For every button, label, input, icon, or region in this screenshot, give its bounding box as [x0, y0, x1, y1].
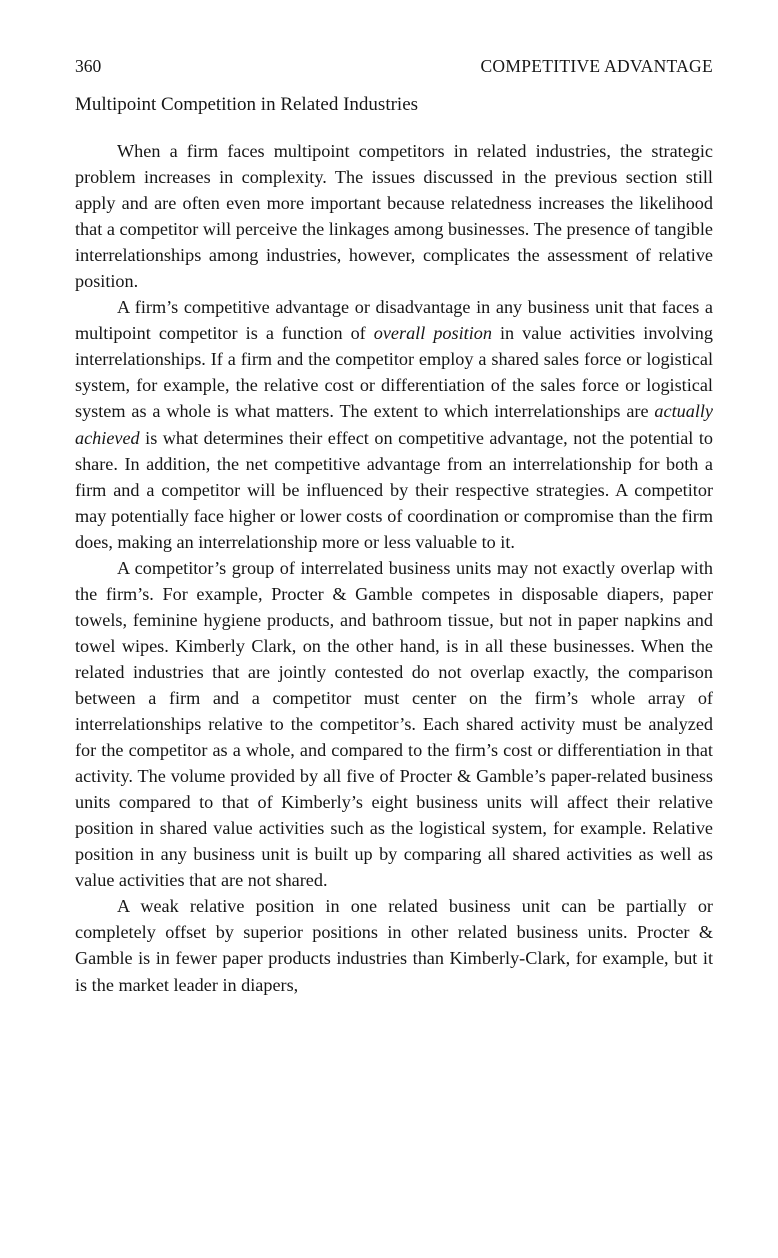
paragraph-2-part-1: A firm’s competitive advantage or disadvantage in any business unit that faces a multipoint competitor is a function of	[75, 297, 713, 344]
paragraph-1: When a firm faces multipoint competitors in related industries, the strategic problem increases in complexity. The issues discussed in the previous section still apply and are often even more important because relatedness increases the likelihood that a competitor will perceive the linkages among businesses. The presence of tangible interrelationships among industries, however, complicates the assessment of relative position.	[75, 141, 713, 292]
section-heading: Multipoint Competition in Related Industries	[75, 94, 419, 115]
paragraph-2-part-2: in value activities involving interrelationships. If a firm and the competitor employ a shared sales force or logistical system, for example, the relative cost or differentiation of the sales force or logistical system as a whole is what matters. The extent to which interrelationships are	[75, 323, 713, 422]
paragraph-4: A weak relative position in one related business unit can be partially or completely offset by superior positions in other related business units. Procter & Gamble is in fewer paper products industries than Kimberly-Clark, for example, but it is the market leader in diapers,	[75, 896, 713, 995]
paragraph-2-part-3: is what determines their effect on competitive advantage, not the potential to share. In addition, the net competitive advantage from an interrelationship for both a firm and a competitor will be influenced by their respective strategies. A competitor may potentially face higher or lower costs of coordination or compromise than the firm does, making an interrelationship more or less valuable to it.	[75, 427, 713, 552]
page-number: 360	[75, 56, 102, 76]
body-text	[75, 138, 713, 998]
running-header	[75, 56, 713, 80]
emphasis-overall-position: overall position	[373, 323, 492, 344]
book-page	[75, 56, 713, 998]
paragraph-2	[75, 294, 713, 554]
running-title: COMPETITIVE ADVANTAGE	[480, 56, 713, 76]
paragraph-3: A competitor’s group of interrelated business units may not exactly overlap with the firm’s. For example, Procter & Gamble competes in disposable diapers, paper towels, feminine hygiene products, and bathroom tissue, but not in paper napkins and towel wipes. Kimberly Clark, on the other hand, is in all these businesses. When the related industries that are jointly contested do not overlap exactly, the comparison between a firm and a competitor must center on the firm’s whole array of interrelationships relative to the competitor’s. Each shared activity must be analyzed for the competitor as a whole, and compared to the firm’s cost or differentiation in that activity. The volume provided by all five of Procter & Gamble’s paper-related business units compared to that of Kimberly’s eight business units will affect their relative position in shared value activities such as the logistical system, for example. Relative position in any business unit is built up by comparing all shared activities as well as value activities that are not shared.	[75, 557, 713, 891]
emphasis-actually-achieved: actually achieved	[75, 401, 713, 448]
